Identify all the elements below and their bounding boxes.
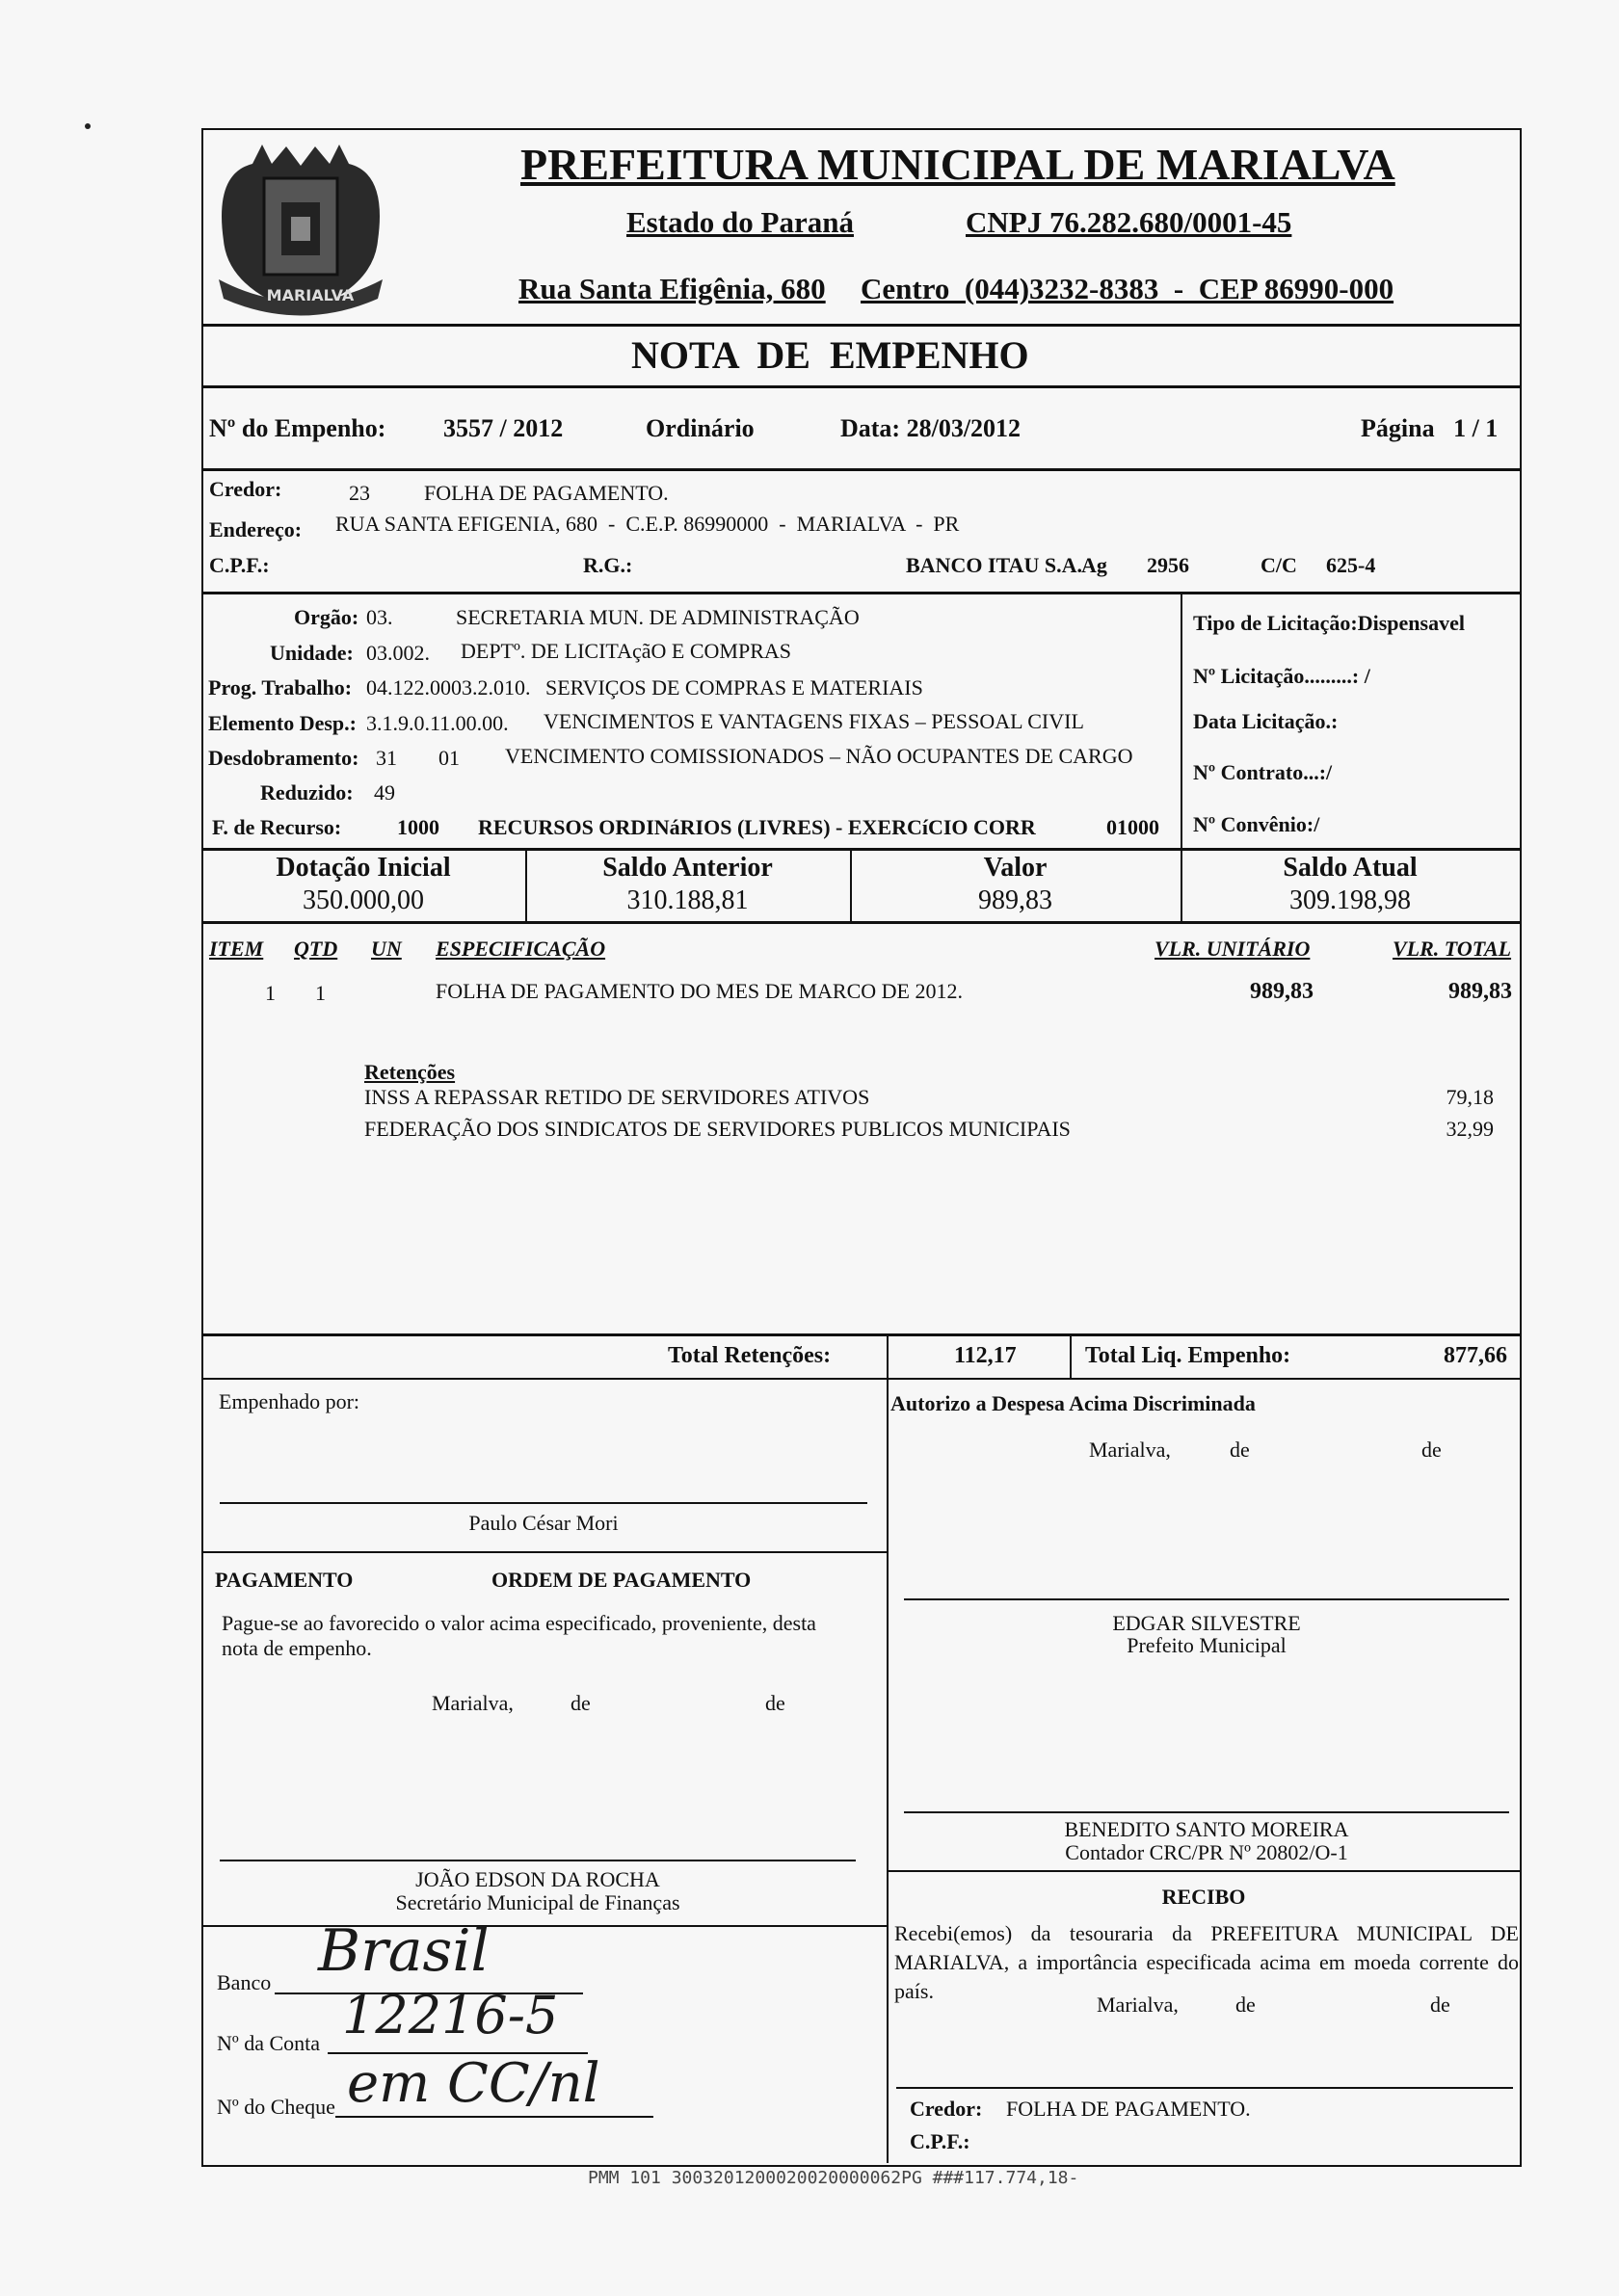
orgao-label: Orgão: [294,605,359,629]
vertical-divider [1070,1333,1072,1380]
secretario-cargo: Secretário Municipal de Finanças [395,1890,680,1914]
divider [201,1333,1520,1336]
total-liquido-value: 877,66 [1444,1343,1507,1368]
contador-cargo: Contador CRC/PR Nº 20802/O-1 [1065,1840,1348,1864]
orgao-name: SECRETARIA MUN. DE ADMINISTRAÇÃO [456,605,860,629]
agency-number: 2956 [1147,553,1189,577]
divider [201,921,1520,924]
recibo-de2: de [1430,1993,1450,2017]
item-unit-value: 989,83 [1250,979,1314,1004]
recurso-label: F. de Recurso: [212,815,342,839]
saldo-atual-value: 309.198,98 [1289,885,1411,915]
pagamento-local: Marialva, [432,1691,514,1715]
recibo-local: Marialva, [1097,1993,1179,2017]
cheque-handwriting: em CC/nl [347,2052,600,2115]
item-description: FOLHA DE PAGAMENTO DO MES DE MARCO DE 2012. [436,979,963,1003]
recurso-code2: 01000 [1106,815,1159,839]
col-vlr-total: VLR. TOTAL [1393,937,1512,961]
header-address: Rua Santa Efigênia, 680 [518,272,826,305]
empenho-type: Ordinário [646,414,755,442]
header-cnpj: CNPJ 76.282.680/0001-45 [966,205,1292,239]
pague-se-text: Pague-se ao favorecido o valor acima especificado, proveniente, desta nota de empenho. [222,1611,816,1660]
signature-line [220,1502,867,1504]
reduzido-label: Reduzido: [260,780,354,805]
divider [201,592,1520,594]
autorizo-local: Marialva, [1089,1438,1171,1462]
banco-handwriting: Brasil [318,1917,490,1985]
crest-banner [252,286,368,304]
divider [201,1925,888,1927]
empenhado-por-label: Empenhado por: [219,1389,360,1413]
licitacao-convenio: Nº Convênio:/ [1193,812,1320,836]
conta-handwriting: 12216-5 [342,1985,559,2045]
reduzido-value: 49 [374,780,395,805]
col-item: ITEM [209,937,264,961]
credor-name: FOLHA DE PAGAMENTO. [424,481,669,505]
credor-address: RUA SANTA EFIGENIA, 680 - C.E.P. 86990000 - MARIALVA - PR [335,512,960,536]
divider [201,468,1520,471]
saldo-atual-label: Saldo Atual [1283,853,1418,883]
recibo-de1: de [1235,1993,1256,2017]
total-retencoes-value: 112,17 [954,1343,1017,1368]
desdobramento-code2: 01 [438,746,460,770]
prog-name: SERVIÇOS DE COMPRAS E MATERIAIS [545,675,923,699]
recurso-code: 1000 [397,815,439,839]
rg-label: R.G.: [583,553,633,577]
header-state: Estado do Paraná [626,205,854,239]
signature-line [220,1860,856,1861]
cheque-line [335,2116,653,2118]
header-contact: Centro (044)3232-8383 - CEP 86990-000 [861,272,1394,305]
vertical-divider [1181,592,1182,850]
empenho-number-label: Nº do Empenho: [209,414,386,442]
prefeito-nome: EDGAR SILVESTRE [1112,1611,1301,1635]
total-retencoes-label: Total Retenções: [668,1343,832,1368]
valor-label: Valor [983,853,1048,883]
prog-label: Prog. Trabalho: [208,675,353,699]
credor-footer-label: Credor: [910,2097,983,2121]
page-title: PREFEITURA MUNICIPAL DE MARIALVA [520,140,1395,189]
banco-label: Banco [217,1970,272,1994]
empenho-number: 3557 / 2012 [443,414,564,442]
account-label: C/C [1261,553,1297,577]
agency-label: Ag [1081,553,1107,577]
contador-nome: BENEDITO SANTO MOREIRA [1064,1817,1349,1841]
licitacao-contrato: Nº Contrato...:/ [1193,760,1333,784]
pagamento-de1: de [571,1691,591,1715]
divider [201,848,1520,851]
credor-label: Credor: [209,477,282,501]
vertical-divider [887,1378,889,2163]
prog-code: 04.122.0003.2.010. [366,675,531,699]
licitacao-data: Data Licitação.: [1193,709,1339,733]
recibo-text: Recebi(emos) da tesouraria da PREFEITURA MUNICIPAL DE MARIALVA, a importância especificada acima em moeda corrente do país. [894,1921,1519,2003]
unidade-label: Unidade: [270,641,354,665]
empenho-date: Data: 28/03/2012 [840,414,1022,442]
address-label: Endereço: [209,517,303,541]
empenhado-nome: Paulo César Mori [468,1511,619,1535]
autorizo-de1: de [1230,1438,1250,1462]
desdobramento-name: VENCIMENTO COMISSIONADOS – NÃO OCUPANTES DE CARGO [505,744,1133,768]
prefeito-cargo: Prefeito Municipal [1127,1633,1287,1657]
col-un: UN [371,937,402,961]
ordem-pagamento-label: ORDEM DE PAGAMENTO [491,1568,752,1592]
retencao-desc: INSS A REPASSAR RETIDO DE SERVIDORES ATIVOS [364,1085,870,1109]
signature-line [896,2087,1513,2089]
pagamento-label: PAGAMENTO [215,1568,354,1592]
item-total-value: 989,83 [1448,979,1512,1004]
saldo-anterior-value: 310.188,81 [626,885,749,915]
signature-line [904,1598,1509,1600]
valor-value: 989,83 [978,885,1052,915]
dotacao-inicial-value: 350.000,00 [303,885,424,915]
crest-banner-text: MARIALVA [266,286,355,304]
cheque-label: Nº do Cheque [217,2095,335,2119]
desdobramento-label: Desdobramento: [208,746,359,770]
divider [201,1378,1520,1380]
licitacao-numero: Nº Licitação.........: / [1193,664,1370,688]
vertical-divider [887,1333,889,1380]
saldo-anterior-label: Saldo Anterior [602,853,773,883]
credor-code: 23 [349,481,370,505]
footer-stamp: PMM 101 3003201200020020000062PG ###117.774,18- [588,2168,1079,2188]
divider [201,1551,888,1553]
unidade-name: DEPTº. DE LICITAçãO E COMPRAS [461,639,791,663]
recibo-title: RECIBO [1161,1885,1246,1909]
retencoes-title: Retenções [364,1060,456,1084]
conta-label: Nº da Conta [217,2031,321,2055]
col-vlr-unitario: VLR. UNITÁRIO [1155,937,1311,961]
document-title: NOTA DE EMPENHO [631,333,1029,377]
orgao-code: 03. [366,605,393,629]
autorizo-label: Autorizo a Despesa Acima Discriminada [890,1391,1256,1415]
divider [201,385,1520,388]
elemento-name: VENCIMENTOS E VANTAGENS FIXAS – PESSOAL CIVIL [544,709,1084,733]
secretario-nome: JOÃO EDSON DA ROCHA [415,1867,660,1891]
col-qtd: QTD [294,937,338,961]
elemento-label: Elemento Desp.: [208,711,357,735]
total-liquido-label: Total Liq. Empenho: [1085,1343,1291,1368]
pagamento-de2: de [765,1691,785,1715]
divider [201,324,1520,327]
item-number: 1 [265,981,276,1005]
desdobramento-code1: 31 [376,746,397,770]
cpf-footer-label: C.P.F.: [910,2129,970,2153]
signature-line [904,1811,1509,1813]
retencao-value: 32,99 [1446,1117,1494,1141]
unidade-code: 03.002. [366,641,430,665]
page-number: Página 1 / 1 [1361,414,1499,442]
cpf-label: C.P.F.: [209,553,270,577]
item-qtd: 1 [315,981,326,1005]
col-especificacao: ESPECIFICAÇÃO [436,937,606,961]
divider [888,1870,1520,1872]
bank-name: BANCO ITAU S.A. [906,553,1082,577]
elemento-code: 3.1.9.0.11.00.00. [366,711,509,735]
account-number: 625-4 [1326,553,1376,577]
credor-footer-name: FOLHA DE PAGAMENTO. [1006,2097,1251,2121]
dotacao-inicial-label: Dotação Inicial [276,853,451,883]
scan-dot [85,123,91,129]
retencao-value: 79,18 [1446,1085,1494,1109]
retencao-desc: FEDERAÇÃO DOS SINDICATOS DE SERVIDORES PUBLICOS MUNICIPAIS [364,1117,1071,1141]
autorizo-de2: de [1421,1438,1442,1462]
licitacao-tipo: Tipo de Licitação:Dispensavel [1193,611,1465,635]
recurso-name: RECURSOS ORDINáRIOS (LIVRES) - EXERCíCIO CORR [478,815,1036,839]
